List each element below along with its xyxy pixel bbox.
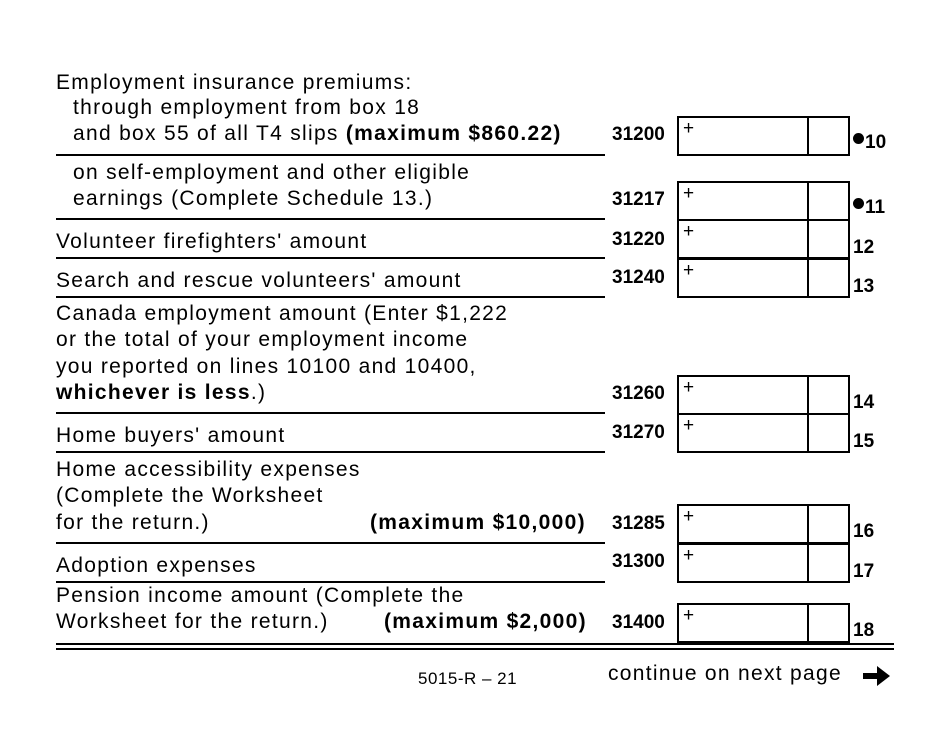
line-code-31400: 31400 <box>612 612 665 633</box>
amount-field-31270[interactable] <box>677 413 850 453</box>
row-divider <box>56 542 605 544</box>
cea-line1: Canada employment amount (Enter $1,222 <box>56 302 509 325</box>
line-number-12: 12 <box>853 237 875 258</box>
search-rescue-label: Search and rescue volunteers' amount <box>56 269 462 292</box>
cents-divider <box>807 506 809 542</box>
cents-divider <box>807 118 809 154</box>
plus-sign: + <box>683 415 695 436</box>
cents-divider <box>807 260 809 296</box>
ei-heading: Employment insurance premiums: <box>56 71 413 94</box>
hae-line1: Home accessibility expenses <box>56 458 361 481</box>
continue-next-page: continue on next page <box>608 662 842 685</box>
amount-field-31260[interactable] <box>677 375 850 415</box>
row-divider <box>56 257 605 259</box>
pia-maximum: (maximum $2,000) <box>384 610 587 633</box>
line-code-31200: 31200 <box>612 124 665 145</box>
home-buyers-label: Home buyers' amount <box>56 424 286 447</box>
bottom-rule-bottom <box>56 648 894 650</box>
cents-divider <box>807 377 809 413</box>
se-line1: on self-employment and other eligible <box>73 161 471 184</box>
se-line2: earnings (Complete Schedule 13.) <box>73 187 434 210</box>
cea-line4 <box>56 380 266 406</box>
hae-maximum: (maximum $10,000) <box>370 511 586 534</box>
line-code-31300: 31300 <box>612 551 665 572</box>
line-number-10 <box>853 132 886 154</box>
plus-sign: + <box>683 506 695 527</box>
line-number-10-text: 10 <box>865 132 887 153</box>
line-code-31220: 31220 <box>612 229 665 250</box>
line-code-31217: 31217 <box>612 189 665 210</box>
cea-line2: or the total of your employment income <box>56 328 469 351</box>
plus-sign: + <box>683 183 695 204</box>
cea-line4-rest: .) <box>250 381 267 404</box>
plus-sign: + <box>683 221 695 242</box>
bullet-icon <box>853 198 864 209</box>
row-divider <box>56 218 605 220</box>
line-number-16: 16 <box>853 521 875 542</box>
pia-line1: Pension income amount (Complete the <box>56 584 465 607</box>
amount-field-31220[interactable] <box>677 219 850 259</box>
line-number-17: 17 <box>853 561 875 582</box>
pia-line2: Worksheet for the return.) <box>56 610 329 633</box>
arrow-right-icon <box>863 665 891 687</box>
cea-line3: you reported on lines 10100 and 10400, <box>56 355 477 378</box>
adoption-label: Adoption expenses <box>56 554 257 577</box>
bottom-rule-top <box>56 643 894 645</box>
page-number: 5015-R – 21 <box>418 669 518 688</box>
amount-field-31217[interactable] <box>677 181 850 221</box>
cents-divider <box>807 545 809 581</box>
line-number-14: 14 <box>853 392 875 413</box>
plus-sign: + <box>683 118 695 139</box>
amount-field-31240[interactable] <box>677 258 850 298</box>
line-code-31240: 31240 <box>612 267 665 288</box>
cents-divider <box>807 605 809 641</box>
line-code-31270: 31270 <box>612 422 665 443</box>
ei-line2 <box>73 121 562 147</box>
row-divider <box>56 451 605 453</box>
volunteer-firefighters-label: Volunteer firefighters' amount <box>56 230 368 253</box>
line-number-13: 13 <box>853 276 875 297</box>
amount-field-31285[interactable] <box>677 504 850 544</box>
row-divider <box>56 296 605 298</box>
plus-sign: + <box>683 545 695 566</box>
row-divider <box>56 412 605 414</box>
amount-field-31200[interactable] <box>677 116 850 156</box>
line-code-31260: 31260 <box>612 383 665 404</box>
cea-whichever-less: whichever is less <box>56 381 251 404</box>
line-number-18: 18 <box>853 620 875 641</box>
plus-sign: + <box>683 260 695 281</box>
bullet-icon <box>853 133 864 144</box>
plus-sign: + <box>683 605 695 626</box>
ei-line1: through employment from box 18 <box>73 96 421 119</box>
cents-divider <box>807 183 809 219</box>
hae-line3: for the return.) <box>56 511 210 534</box>
amount-field-31300[interactable] <box>677 543 850 583</box>
line-number-15: 15 <box>853 431 875 452</box>
line-code-31285: 31285 <box>612 513 665 534</box>
cents-divider <box>807 415 809 451</box>
plus-sign: + <box>683 377 695 398</box>
cents-divider <box>807 221 809 257</box>
row-divider <box>56 154 605 156</box>
amount-field-31400[interactable] <box>677 603 850 643</box>
line-number-11 <box>853 197 885 219</box>
ei-line2-text: and box 55 of all T4 slips <box>73 122 346 145</box>
hae-line2: (Complete the Worksheet <box>56 484 324 507</box>
line-number-11-text: 11 <box>865 197 886 218</box>
ei-maximum: (maximum $860.22) <box>345 122 562 145</box>
